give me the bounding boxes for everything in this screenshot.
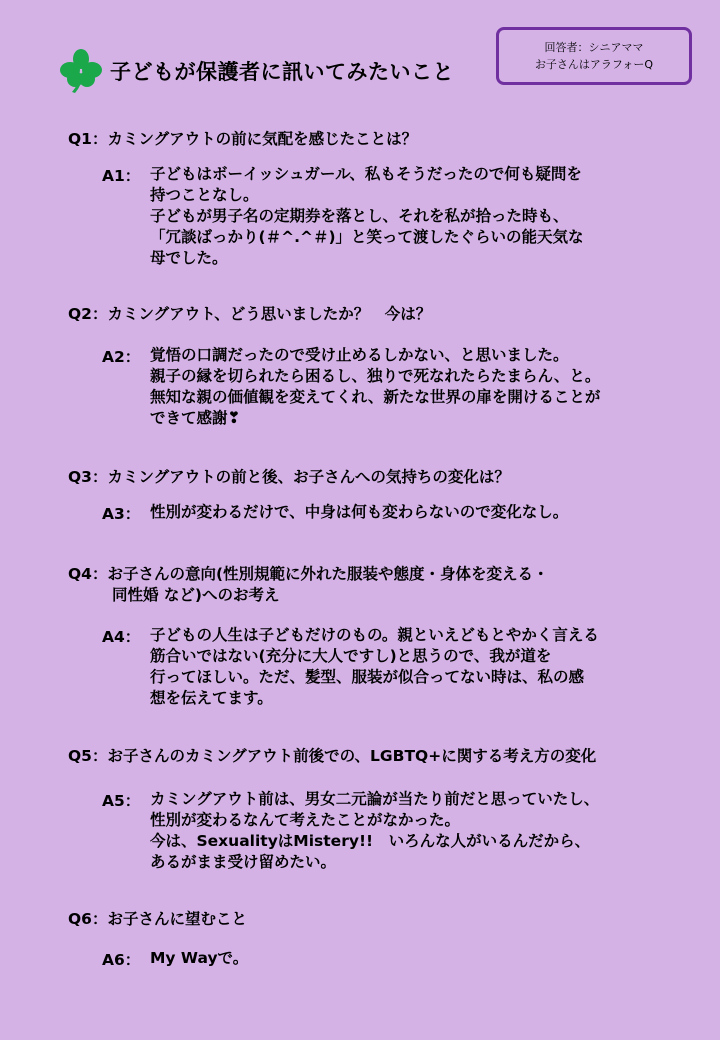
answer-line: あるがまま受け留めたい。	[150, 853, 337, 871]
answer-line: カミングアウト前は、男女二元論が当たり前だと思っていたし、	[150, 790, 600, 808]
question-text: お子さんの意向(性別規範に外れた服装や態度・身体を変える・	[107, 565, 549, 583]
answer-label: A1：	[102, 167, 141, 185]
question-label: Q3：	[68, 468, 108, 486]
answer-line: 持つことなし。	[150, 186, 259, 204]
answer-line: 性別が変わるなんて考えたことがなかった。	[150, 811, 461, 829]
answer-line: できて感謝❣	[150, 409, 241, 427]
answer-line: 今は、SexualityはMistery!! いろんな人がいるんだから、	[150, 832, 591, 850]
page-title: 子どもが保護者に訊いてみたいこと	[110, 60, 454, 84]
question-label: Q6：	[68, 910, 108, 928]
answer-line: 子どもが男子名の定期券を落とし、それを私が拾った時も、	[150, 207, 569, 225]
child-label: お子さんはアラフォーQ	[534, 58, 654, 71]
question-text: お子さんのカミングアウト前後での、LGBTQ+に関する考え方の変化	[107, 747, 597, 765]
answer-label: A2：	[102, 348, 141, 366]
question-text: お子さんに望むこと	[107, 910, 247, 928]
question-3	[68, 465, 510, 487]
answer-line: 「冗談ばっかり(＃^.^＃)」と笑って渡したぐらいの能天気な	[150, 228, 584, 246]
answer-line: 子どもはボーイッシュガール、私もそうだったので何も疑問を	[150, 165, 582, 183]
question-4-continued: 同性婚 など)へのお考え	[112, 586, 280, 604]
answer-line: My Wayで。	[150, 949, 249, 967]
answer-line: 子どもの人生は子どもだけのもの。親といえどもとやかく言える	[150, 626, 599, 644]
answer-line: 性別が変わるだけで、中身は何も変わらないので変化なし。	[150, 503, 569, 521]
answer-line: 親子の縁を切られたら困るし、独りで死なれたらたまらん、と。	[150, 367, 601, 385]
question-4	[68, 562, 549, 584]
question-5	[68, 744, 596, 766]
answer-line: 想を伝えてます。	[150, 689, 273, 707]
answer-label: A3：	[102, 505, 141, 523]
header	[58, 48, 454, 94]
question-label: Q2：	[68, 305, 108, 323]
answer-label: A4：	[102, 628, 141, 646]
answer-line: 筋合いではない(充分に大人ですし)と思うので、我が道を	[150, 647, 552, 665]
question-text: カミングアウトの前と後、お子さんへの気持ちの変化は？	[107, 468, 510, 486]
question-2	[68, 302, 431, 324]
answer-label: A6：	[102, 951, 141, 969]
question-1	[68, 127, 417, 149]
answerer-box	[496, 27, 692, 85]
question-label: Q5：	[68, 747, 108, 765]
question-text: カミングアウトの前に気配を感じたことは？	[107, 130, 418, 148]
answer-label: A5：	[102, 792, 141, 810]
question-label: Q4：	[68, 565, 108, 583]
clover-icon	[58, 48, 104, 94]
question-label: Q1：	[68, 130, 108, 148]
answerer-label: 回答者：シニアママ	[544, 41, 644, 54]
answer-line: 母でした。	[150, 249, 228, 267]
answer-line: 行ってほしい。ただ、髪型、服装が似合ってない時は、私の感	[150, 668, 585, 686]
answer-line: 覚悟の口調だったので受け止めるしかない、と思いました。	[150, 346, 569, 364]
question-text: カミングアウト、どう思いましたか？ 今は？	[107, 305, 432, 323]
answer-line: 無知な親の価値観を変えてくれ、新たな世界の扉を開けることが	[150, 388, 601, 406]
question-6	[68, 907, 247, 929]
